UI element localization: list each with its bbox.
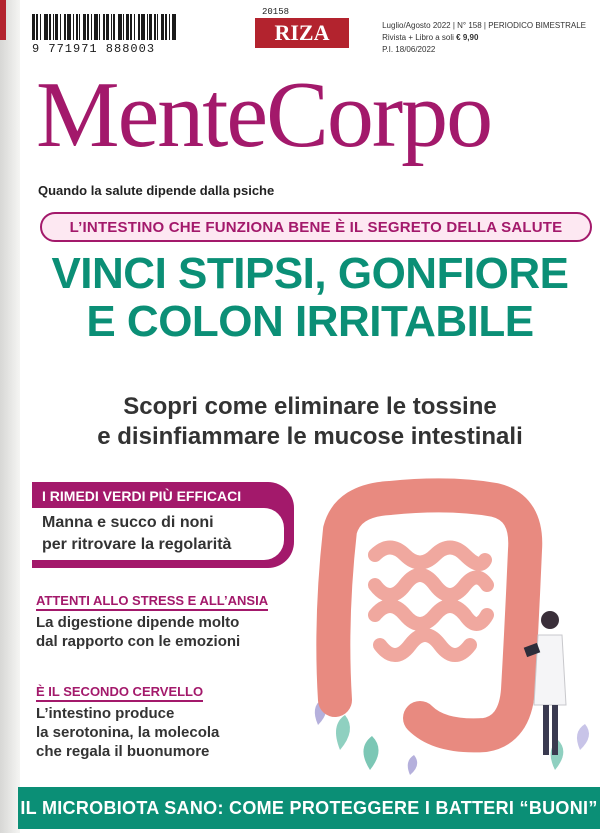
feature3-line2: la serotonina, la molecola [36,724,220,741]
subheadline [40,392,580,452]
feature-box-remedies [32,482,294,568]
issue-offer: Rivista + Libro a soli [382,33,454,42]
feature1-line2: per ritrovare la regolarità [42,536,232,553]
feature2-body [36,613,268,651]
feature3-line1: L’intestino produce [36,705,175,722]
subhead-line1: Scopri come eliminare le tossine [123,393,497,420]
barcode-digits: 9 771971 888003 [32,42,156,56]
barcode-supplement: 20158 [262,7,290,17]
main-headline [40,250,580,346]
headline-line1: VINCI STIPSI, GONFIORE [51,249,569,298]
issue-info [382,20,586,56]
feature-stress [36,592,268,651]
small-intestine-shape [375,548,487,656]
publisher-logo: RIZA [255,18,349,48]
page-edge [0,0,20,833]
issue-line3: P.I. 18/06/2022 [382,45,436,54]
feature-second-brain [36,683,219,761]
feature2-label: ATTENTI ALLO STRESS E ALL’ANSIA [36,593,268,611]
feature3-line3: che regala il buonumore [36,743,210,760]
feature2-line1: La digestione dipende molto [36,614,240,631]
issue-price: € 9,90 [456,33,479,42]
kicker-text: L’INTESTINO CHE FUNZIONA BENE È IL SEGRETO DELLA SALUTE [69,218,563,236]
tagline: Quando la salute dipende dalla psiche [38,183,275,198]
feature1-body [42,512,231,556]
kicker-pill [40,212,592,242]
subhead-line2: e disinfiammare le mucose intestinali [97,423,523,450]
red-tab [0,0,6,40]
intestine-illustration [300,470,600,790]
feature2-line2: dal rapporto con le emozioni [36,633,241,650]
feature3-body [36,704,219,761]
feature1-line1: Manna e succo di noni [42,514,214,531]
bottom-banner [18,787,600,829]
issue-line2 [382,32,586,44]
issue-line1: Luglio/Agosto 2022 | N° 158 | PERIODICO BIMESTRALE [382,21,586,30]
feature3-label: È IL SECONDO CERVELLO [36,684,203,702]
masthead: MenteCorpo [36,63,492,167]
feature1-label: I RIMEDI VERDI PIÙ EFFICACI [42,488,242,504]
headline-line2: E COLON IRRITABILE [86,297,534,346]
barcode [32,14,260,40]
banner-text: IL MICROBIOTA SANO: COME PROTEGGERE I BATTERI “BUONI” [20,797,598,818]
